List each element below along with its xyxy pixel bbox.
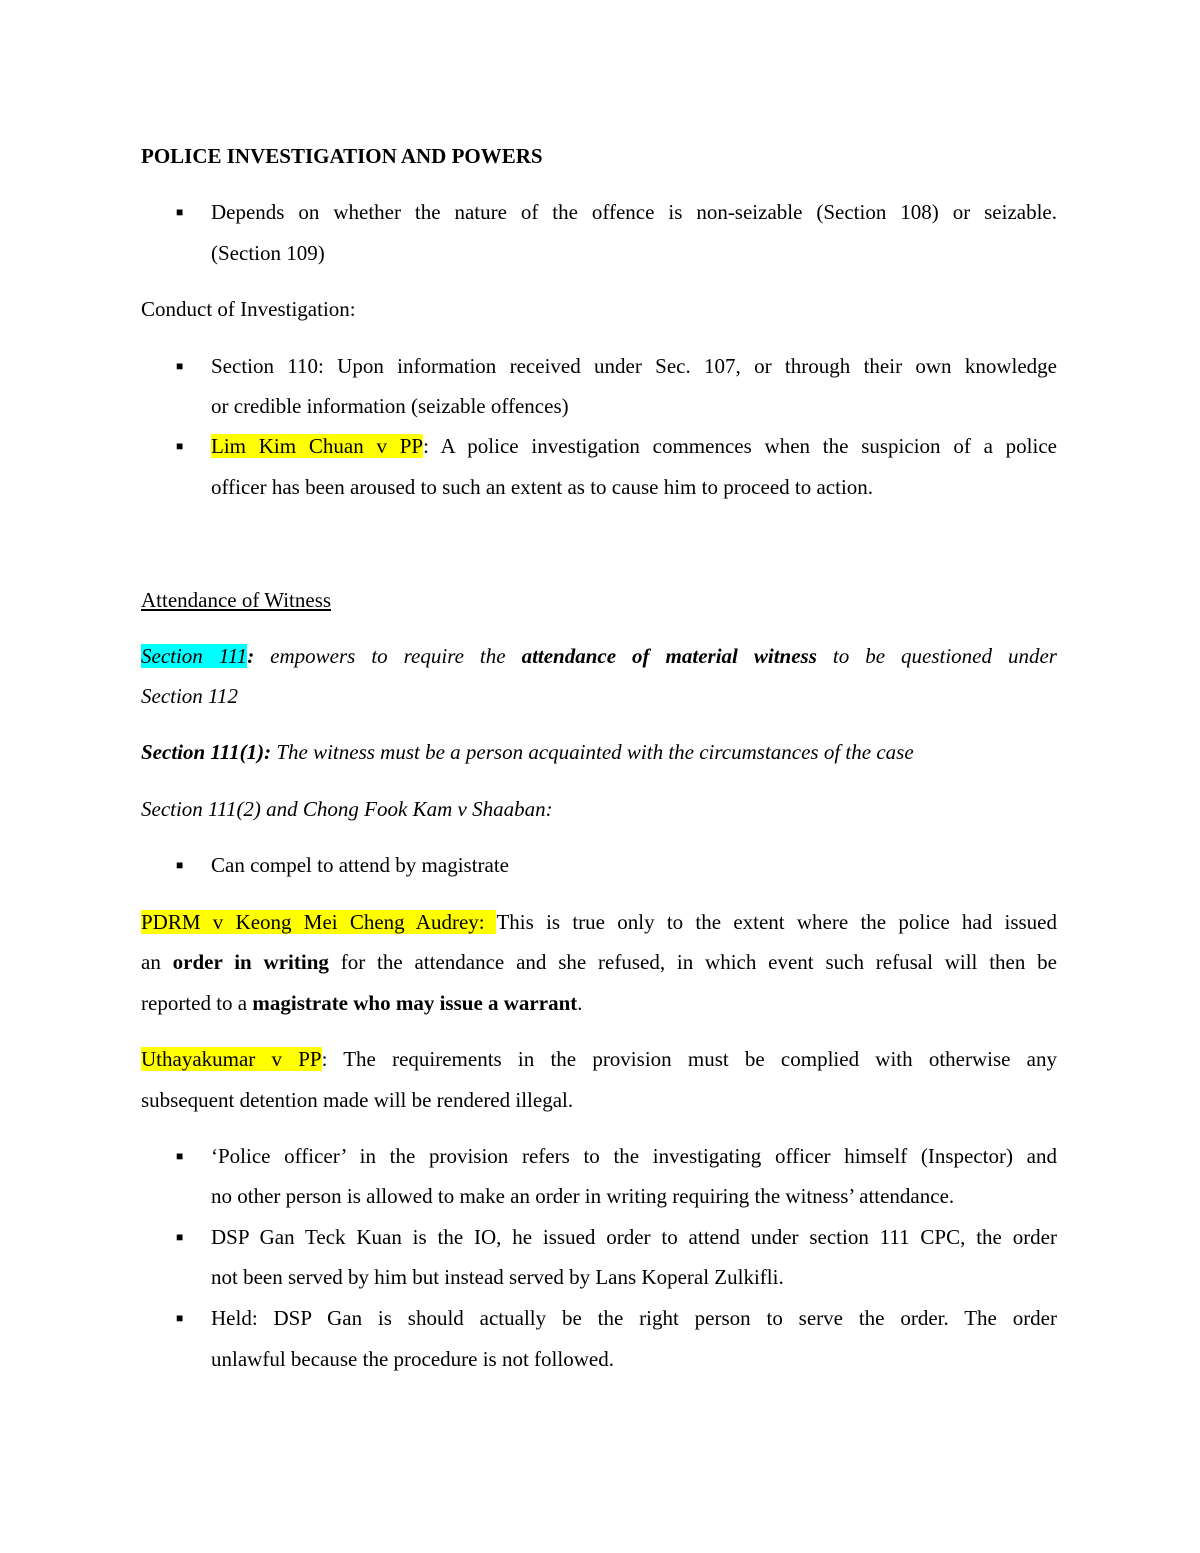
page-title: POLICE INVESTIGATION AND POWERS bbox=[141, 144, 543, 168]
section-111-bold: attendance of material witness bbox=[521, 644, 817, 668]
bullet-icon bbox=[176, 1305, 183, 1331]
pdrm-text: for the attendance and she refused, in which event such refusal will then be bbox=[328, 950, 1058, 974]
uthaya-bullet-2-line-2: not been served by him but instead served by Lans Koperal Zulkifli. bbox=[211, 1265, 784, 1289]
intro-bullet-line-2: (Section 109) bbox=[211, 241, 325, 265]
uthaya-line-1 bbox=[141, 1046, 1057, 1072]
bullet-icon bbox=[176, 852, 183, 878]
section-111-1-label: Section 111(1): bbox=[141, 740, 272, 764]
section-111-text-a: empowers to require the bbox=[254, 644, 522, 668]
bullet-icon bbox=[176, 199, 183, 225]
conduct-bullet-2-text: : A police investigation commences when the suspicion of a police bbox=[423, 434, 1057, 458]
pdrm-line-2 bbox=[141, 949, 1057, 975]
case-name-highlight: Lim Kim Chuan v PP bbox=[211, 434, 424, 458]
intro-bullet-line-1: Depends on whether the nature of the offence is non-seizable (Section 108) or seizable. bbox=[211, 200, 1057, 224]
uthaya-line-2: subsequent detention made will be rendered illegal. bbox=[141, 1088, 574, 1112]
bullet-icon bbox=[176, 433, 183, 459]
conduct-bullet-2-line-2: officer has been aroused to such an extent as to cause him to proceed to action. bbox=[211, 475, 874, 499]
pdrm-text: This is true only to the extent where the police had issued bbox=[496, 910, 1057, 934]
section-111-2: Section 111(2) and Chong Fook Kam v Shaaban: bbox=[141, 797, 553, 821]
bullet-icon bbox=[176, 1224, 183, 1250]
pdrm-bold: magistrate who may issue a warrant bbox=[252, 991, 578, 1015]
compel-bullet: Can compel to attend by magistrate bbox=[211, 853, 509, 877]
pdrm-line-3 bbox=[141, 990, 583, 1016]
case-name-highlight: PDRM v Keong Mei Cheng Audrey: bbox=[141, 910, 497, 934]
bullet-icon bbox=[176, 1143, 183, 1169]
uthaya-bullet-3-line-1: Held: DSP Gan is should actually be the right person to serve the order. The order bbox=[211, 1306, 1057, 1330]
uthaya-bullet-1-line-1: ‘Police officer’ in the provision refers to the investigating officer himself (Inspector) and bbox=[211, 1144, 1057, 1168]
pdrm-text: reported to a bbox=[141, 991, 253, 1015]
conduct-bullet-1-line-1: Section 110: Upon information received under Sec. 107, or through their own knowledge bbox=[211, 354, 1057, 378]
uthaya-text: : The requirements in the provision must be complied with otherwise any bbox=[321, 1047, 1057, 1071]
section-111-text-b: to be questioned under bbox=[816, 644, 1057, 668]
case-name-highlight: Uthayakumar v PP bbox=[141, 1047, 322, 1071]
witness-heading: Attendance of Witness bbox=[141, 588, 332, 612]
section-111-line-2: Section 112 bbox=[141, 684, 239, 708]
uthaya-bullet-3-line-2: unlawful because the procedure is not followed. bbox=[211, 1347, 614, 1371]
bullet-icon bbox=[176, 353, 183, 379]
pdrm-text: . bbox=[577, 991, 583, 1015]
pdrm-bold: order in writing bbox=[172, 950, 329, 974]
conduct-bullet-1-line-2: or credible information (seizable offences) bbox=[211, 394, 569, 418]
section-111-1-text: The witness must be a person acquainted with the circumstances of the case bbox=[271, 740, 914, 764]
pdrm-text: an bbox=[141, 950, 173, 974]
section-111-colon: : bbox=[247, 644, 255, 668]
section-111-highlight: Section 111 bbox=[141, 644, 248, 668]
section-111-1 bbox=[141, 739, 914, 765]
pdrm-line-1 bbox=[141, 909, 1057, 935]
uthaya-bullet-2-line-1: DSP Gan Teck Kuan is the IO, he issued order to attend under section 111 CPC, the order bbox=[211, 1225, 1057, 1249]
conduct-heading: Conduct of Investigation: bbox=[141, 297, 356, 321]
section-111-line-1 bbox=[141, 643, 1057, 669]
conduct-bullet-2-line-1 bbox=[211, 433, 1057, 459]
uthaya-bullet-1-line-2: no other person is allowed to make an order in writing requiring the witness’ attendance. bbox=[211, 1184, 955, 1208]
